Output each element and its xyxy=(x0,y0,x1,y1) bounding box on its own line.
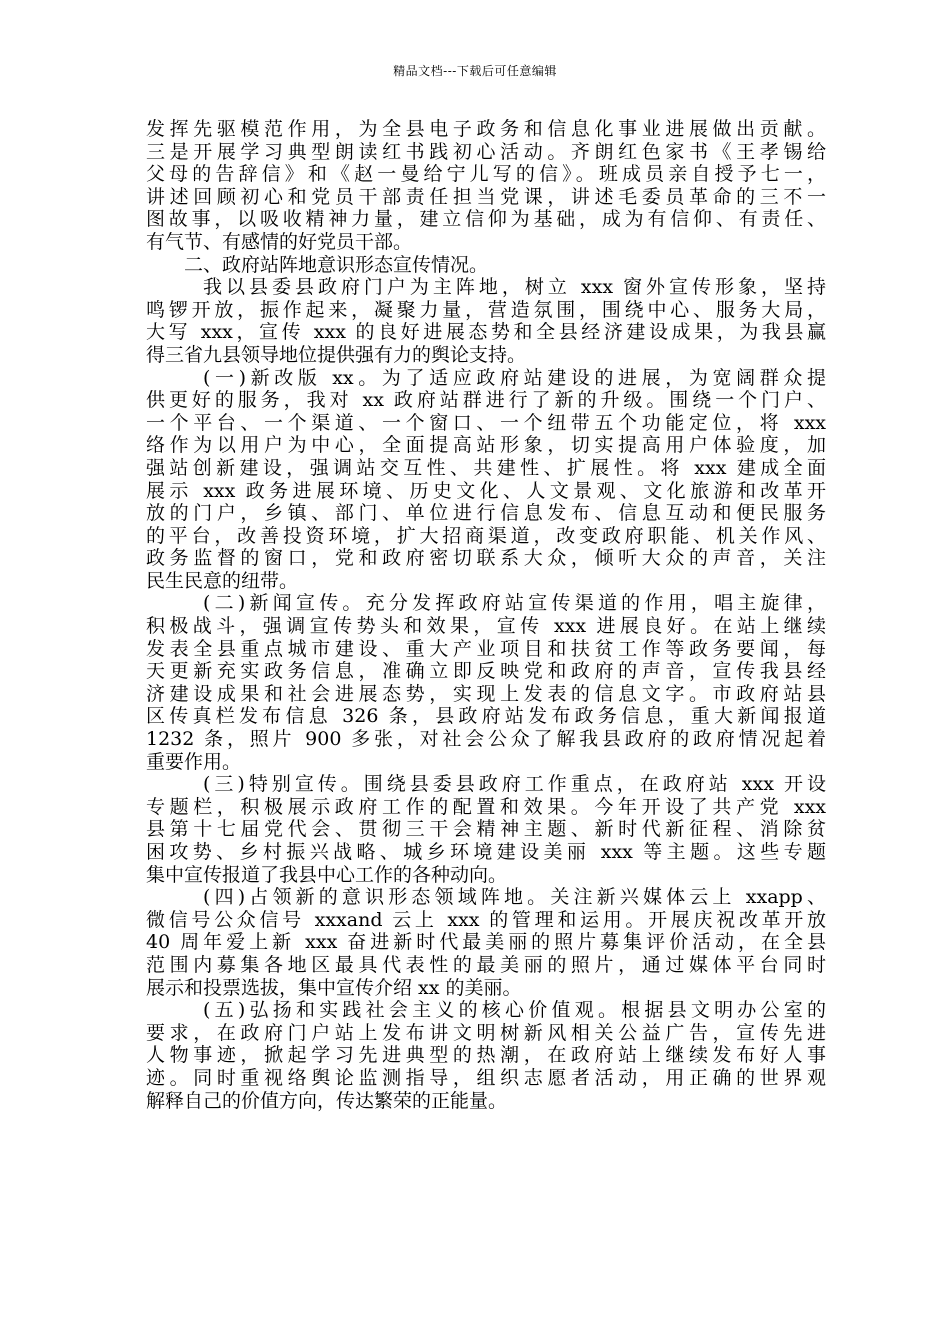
text-line: 一个平台、一个渠道、一个窗口、一个纽带五个功能定位，将 xxx xyxy=(146,411,826,434)
text-line: 政务监督的窗口，党和政府密切联系大众，倾听大众的声音，关注 xyxy=(146,547,826,570)
text-line: 范围内募集各地区最具代表性的最美丽的照片，通过媒体平台同时 xyxy=(146,953,826,976)
text-line: 专题栏，积极展示政府工作的配置和效果。今年开设了共产党 xxx xyxy=(146,795,826,818)
text-line: 有气节、有感情的好党员干部。 xyxy=(146,230,413,253)
text-line: (四)占领新的意识形态领域阵地。关注新兴媒体云上 xxapp、 xyxy=(203,886,826,909)
text-line: 供更好的服务，我对 xx 政府站群进行了新的升级。围绕一个门户、 xyxy=(146,389,826,412)
text-line: (五)弘扬和实践社会主义的核心价值观。根据县文明办公室的 xyxy=(203,999,826,1022)
text-line: 我以县委县政府门户为主阵地，树立 xxx 窗外宣传形象，坚持 xyxy=(203,276,826,299)
text-line: 三是开展学习典型朗读红书践初心活动。齐朗红色家书《王孝锡给 xyxy=(146,140,826,163)
text-line: 积极战斗，强调宣传势头和效果，宣传 xxx 进展良好。在站上继续 xyxy=(146,615,826,638)
text-line: 鸣锣开放，振作起来，凝聚力量，营造氛围，围绕中心、服务大局， xyxy=(146,298,826,321)
text-line: 强站创新建设，强调站交互性、共建性、扩展性。将 xxx 建成全面 xyxy=(146,456,826,479)
text-line: 二、政府站阵地意识形态宣传情况。 xyxy=(184,253,489,276)
text-line: 济建设成果和社会进展态势，实现上发表的信息文字。市政府站县 xyxy=(146,682,826,705)
text-line: (三)特别宣传。围绕县委县政府工作重点，在政府站 xxx 开设 xyxy=(203,773,826,796)
text-line: 父母的告辞信》和《赵一曼给宁儿写的信》。班成员亲自授予七一， xyxy=(146,163,826,186)
text-line: 迹。同时重视络舆论监测指导，组织志愿者活动，用正确的世界观 xyxy=(146,1066,826,1089)
text-line: 得三省九县领导地位提供强有力的舆论支持。 xyxy=(146,343,527,366)
text-line: 区传真栏发布信息 326 条，县政府站发布政务信息，重大新闻报道 xyxy=(146,705,826,728)
text-line: (二)新闻宣传。充分发挥政府站宣传渠道的作用，唱主旋律， xyxy=(203,592,826,615)
text-line: 络作为以用户为中心，全面提高站形象，切实提高用户体验度，加 xyxy=(146,434,826,457)
text-line: 要求，在政府门户站上发布讲文明树新风相关公益广告，宣传先进 xyxy=(146,1021,826,1044)
text-line: 发挥先驱模范作用，为全县电子政务和信息化事业进展做出贡献。 xyxy=(146,118,826,140)
text-line: 人物事迹，掀起学习先进典型的热潮，在政府站上继续发布好人事 xyxy=(146,1044,826,1067)
text-line: 展示 xxx 政务进展环境、历史文化、人文景观、文化旅游和改革开 xyxy=(146,479,826,502)
text-line: 展示和投票选拔，集中宣传介绍 xx 的美丽。 xyxy=(146,976,522,999)
text-line: 重要作用。 xyxy=(146,750,242,773)
text-line: 民生民意的纽带。 xyxy=(146,569,299,592)
text-line: 困攻势、乡村振兴战略、城乡环境建设美丽 xxx 等主题。这些专题 xyxy=(146,841,826,863)
text-line: 天更新充实政务信息，准确立即反映党和政府的声音，宣传我县经 xyxy=(146,660,826,683)
text-line: 放的门户，乡镇、部门、单位进行信息发布、信息互动和便民服务 xyxy=(146,502,826,525)
document-body xyxy=(146,118,826,1112)
text-line: 县第十七届党代会、贯彻三干会精神主题、新时代新征程、消除贫 xyxy=(146,818,826,841)
text-line: 发表全县重点城市建设、重大产业项目和扶贫工作等政务要闻，每 xyxy=(146,637,826,660)
text-line: 讲述回顾初心和党员干部责任担当党课，讲述毛委员革命的三不一 xyxy=(146,185,826,208)
text-line: 1232 条，照片 900 多张，对社会公众了解我县政府的政府情况起着 xyxy=(146,728,826,751)
page-header: 精品文档---下载后可任意编辑 xyxy=(393,64,557,78)
text-line: 解释自己的价值方向，传达繁荣的正能量。 xyxy=(146,1089,508,1112)
text-line: 大写 xxx，宣传 xxx 的良好进展态势和全县经济建设成果，为我县赢 xyxy=(146,321,826,344)
text-line: 的平台，改善投资环境，扩大招商渠道，改变政府职能、机关作风、 xyxy=(146,524,826,547)
text-line: 图故事，以吸收精神力量，建立信仰为基础，成为有信仰、有责任、 xyxy=(146,208,826,231)
text-line: 40 周年爱上新 xxx 奋进新时代最美丽的照片募集评价活动，在全县 xyxy=(146,931,826,954)
text-line: 微信号公众信号 xxxand 云上 xxx 的管理和运用。开展庆祝改革开放 xyxy=(146,908,826,931)
text-line: 集中宣传报道了我县中心工作的各种动向。 xyxy=(146,863,508,886)
text-line: (一)新改版 xx。为了适应政府站建设的进展，为宽阔群众提 xyxy=(203,366,826,389)
